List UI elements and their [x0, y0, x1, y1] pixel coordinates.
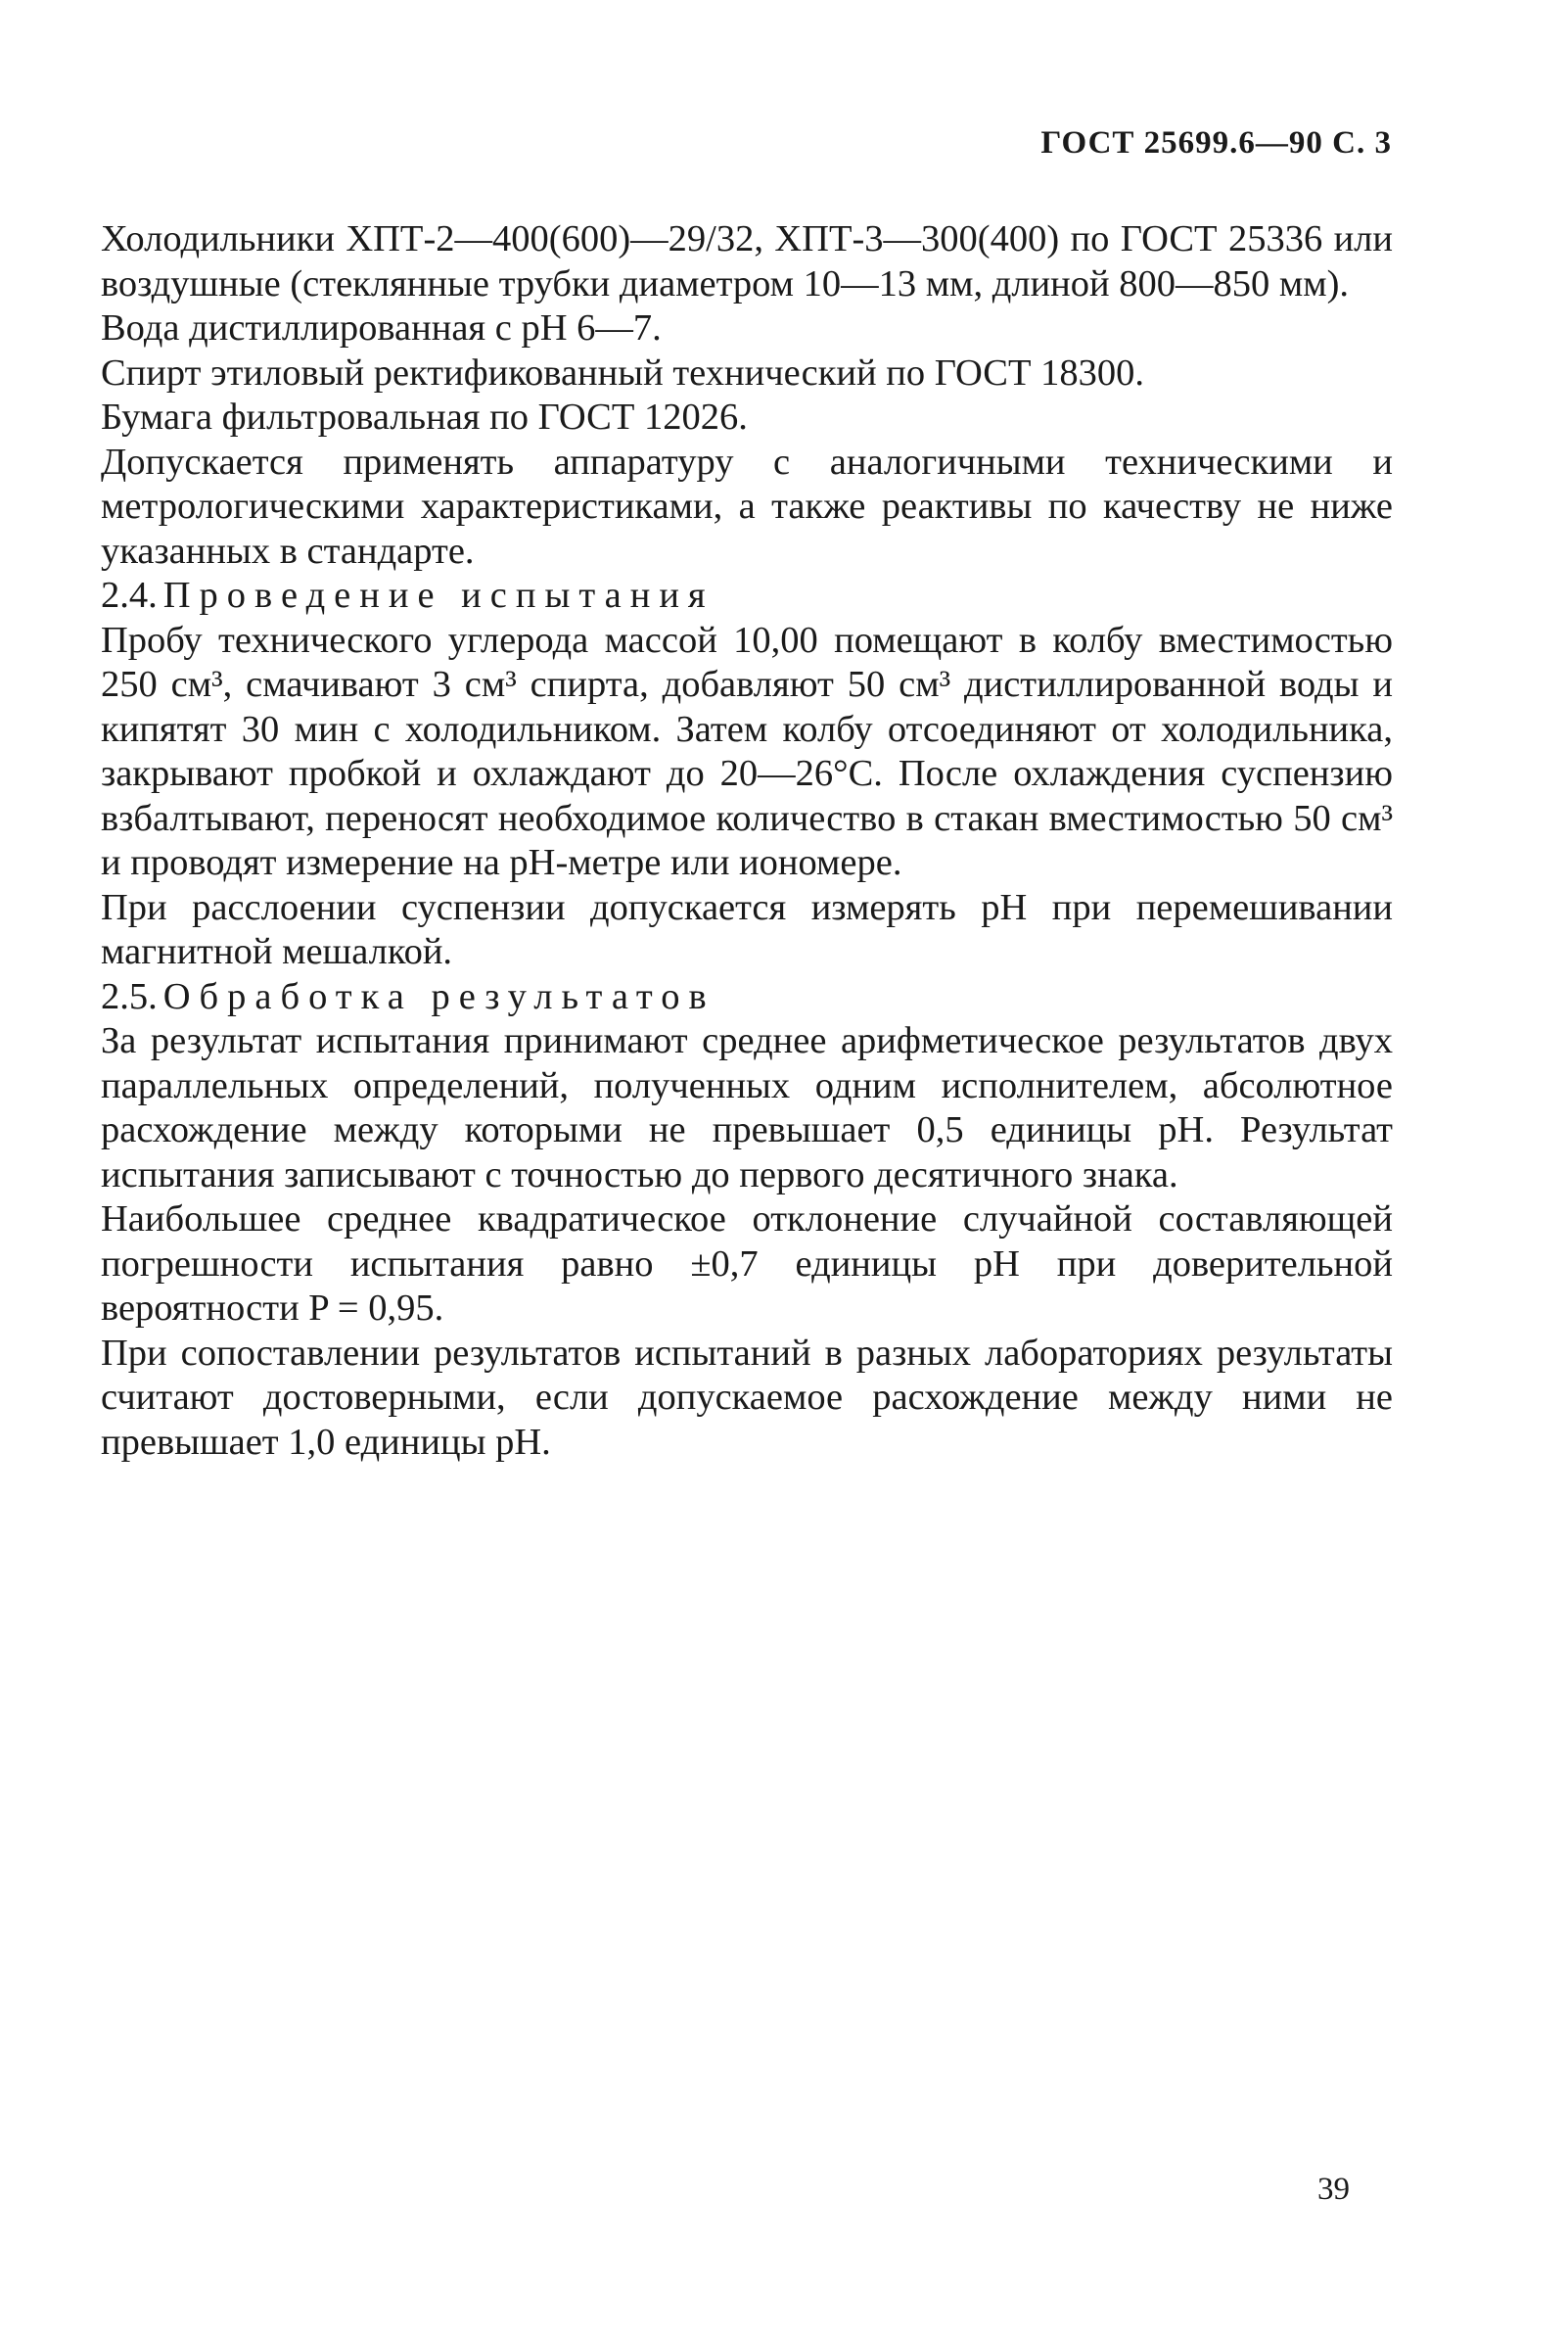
page-number: 39: [1317, 2172, 1350, 2207]
section-heading-2-4: [101, 574, 1393, 619]
paragraph-condensers: Холодильники ХПТ-2—400(600)—29/32, ХПТ-3—300(400) по ГОСТ 25336 или воздушные (стеклянные трубки диаметром 10—13 мм, длиной 800—850 мм).: [101, 218, 1393, 304]
section-number: 2.4.: [101, 575, 158, 616]
paragraph-interlab-comparison: При сопоставлении результатов испытаний в разных лабораториях результаты считают достоверными, если допускаемое расхождение между ними не превышает 1,0 единицы pH.: [101, 1332, 1393, 1463]
running-header: ГОСТ 25699.6—90 С. 3: [1040, 125, 1392, 161]
paragraph-result-definition: За результат испытания принимают среднее арифметическое результатов двух параллельных определений, полученных одним исполнителем, абсолютное расхождение между которыми не превышает 0,5 единицы pH. Результат испытания записывают с точностью до первого десятичного знака.: [101, 1020, 1393, 1195]
section-title: Проведение испытания: [162, 575, 715, 616]
paragraph-equipment-note: Допускается применять аппаратуру с аналогичными техническими и метрологическими характеристиками, а также реактивы по качеству не ниже указанных в стандарте.: [101, 441, 1393, 572]
section-number: 2.5.: [101, 975, 158, 1017]
paragraph-stratification: При расслоении суспензии допускается измерять pH при перемешивании магнитной мешалкой.: [101, 886, 1393, 972]
paragraph-alcohol: Спирт этиловый ректификованный технический по ГОСТ 18300.: [101, 351, 1144, 394]
paragraph-filter-paper: Бумага фильтровальная по ГОСТ 12026.: [101, 397, 748, 438]
section-title: Обработка результатов: [162, 975, 715, 1017]
section-heading-2-5: [101, 975, 1393, 1020]
paragraph-standard-deviation: Наибольшее среднее квадратическое отклонение случайной составляющей погрешности испытания равно ±0,7 единицы pH при доверительной вероятности P = 0,95.: [101, 1198, 1393, 1329]
paragraph-water: Вода дистиллированная с pH 6—7.: [101, 307, 662, 349]
paragraph-test-procedure: Пробу технического углерода массой 10,00 помещают в колбу вместимостью 250 см³, смачивают 3 см³ спирта, добавляют 50 см³ дистиллированной воды и кипятят 30 мин с холодильником. Затем колбу отсоединяют от холодильника, закрывают пробкой и охлаждают до 20—26°С. После охлаждения суспензию взбалтывают, переносят необходимое количество в стакан вместимостью 50 см³ и проводят измерение на pH-метре или иономере.: [101, 619, 1393, 883]
body-text: [101, 217, 1393, 1465]
